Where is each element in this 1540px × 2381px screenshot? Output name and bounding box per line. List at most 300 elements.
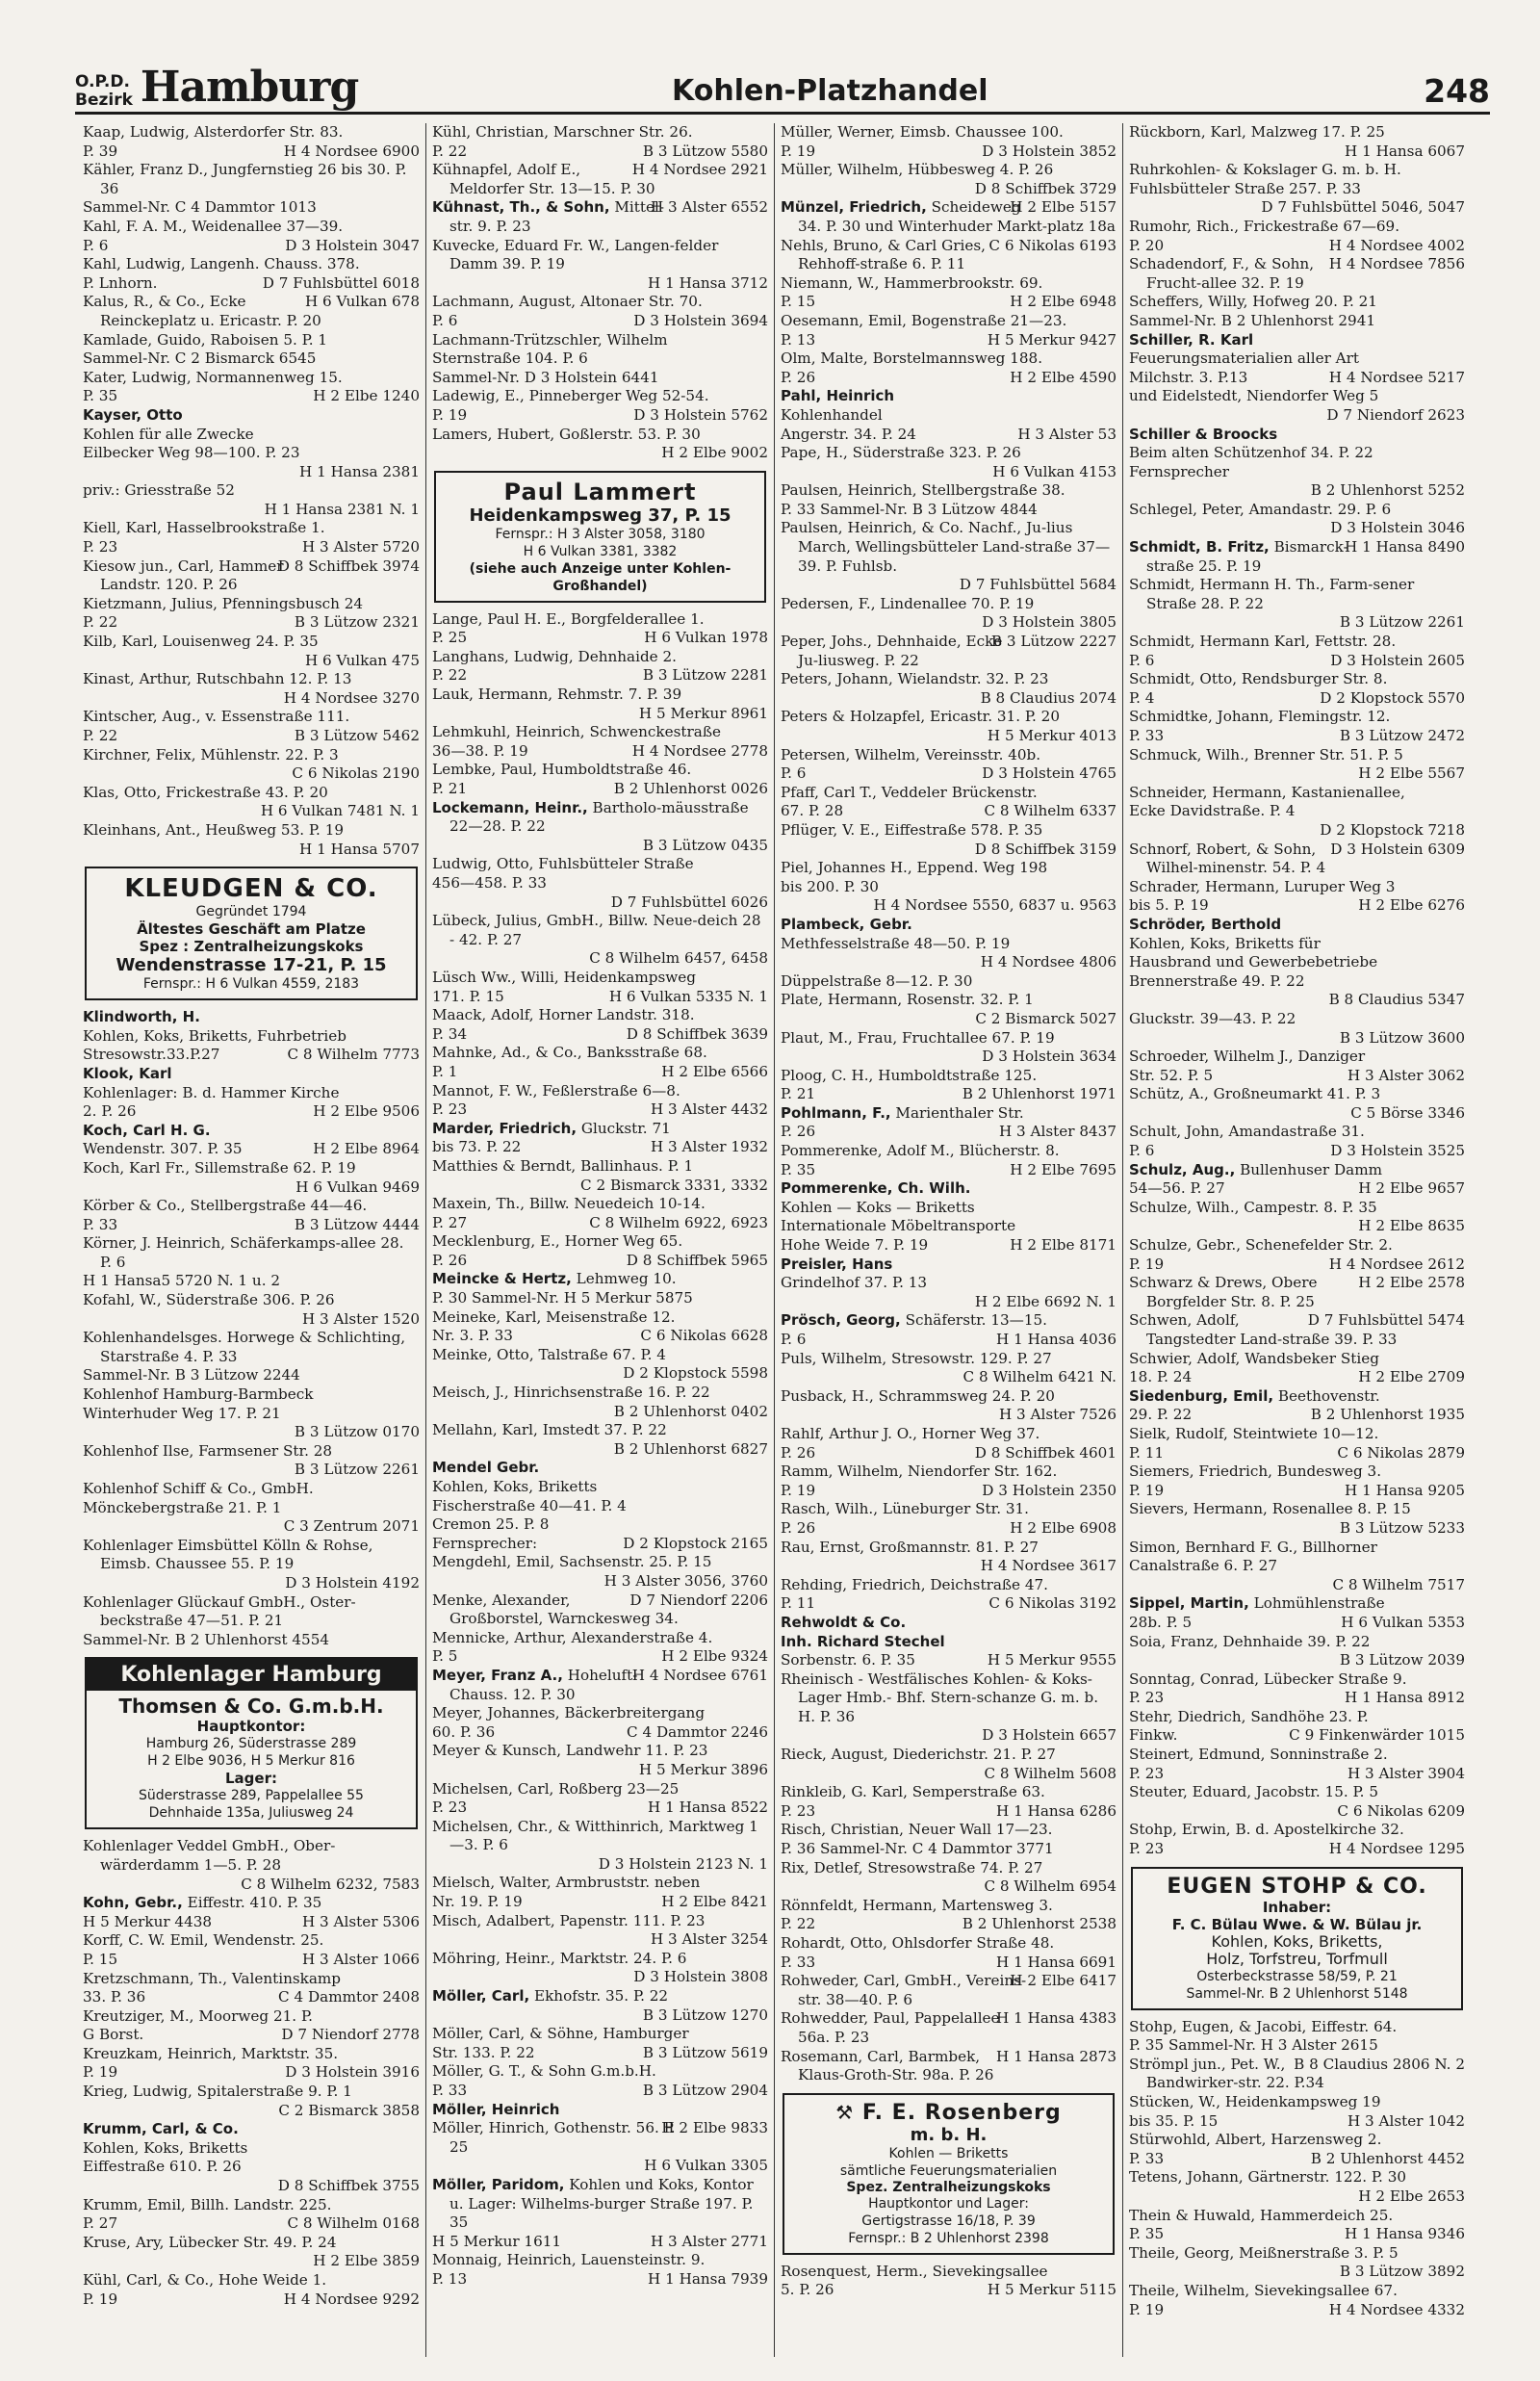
- directory-entry: [432, 2233, 768, 2252]
- firm-name: Meyer, Franz A.,: [432, 1666, 563, 1684]
- entry-text: Maxein, Th., Billw. Neuedeich 10-14.: [432, 1195, 706, 1213]
- entry-text: P. 6: [781, 764, 807, 783]
- directory-entry: [83, 218, 420, 237]
- directory-entry: [781, 576, 1116, 595]
- entry-text: Meineke, Karl, Meisenstraße 12.: [432, 1307, 676, 1326]
- directory-entry: [781, 2281, 1116, 2300]
- entry-text: P. 33: [781, 1953, 816, 1971]
- entry-text: Kohlen und Koks, Kontor u. Lager: Wilhelms-burger Straße 197. P. 35: [449, 2175, 754, 2232]
- phone-number: H 3 Alster 1932: [650, 1138, 768, 1156]
- entry-text: Kohlen — Koks — Briketts: [781, 1198, 975, 1216]
- phone-number: C 6 Nikolas 3192: [988, 1594, 1116, 1613]
- phone-number: C 5 Börse 3346: [1350, 1103, 1465, 1122]
- phone-number: D 3 Holstein 6657: [982, 1726, 1116, 1745]
- phone-number: C 6 Nikolas 6628: [640, 1327, 768, 1345]
- directory-entry: [1129, 821, 1465, 841]
- entry-text: Schwier, Adolf, Wandsbeker Stieg: [1129, 1349, 1379, 1367]
- firm-name: Schulz, Aug.,: [1129, 1160, 1236, 1178]
- phone-number: C 8 Wilhelm 7517: [1332, 1575, 1465, 1593]
- entry-text: Lachmann-Trützschler, Wilhelm: [432, 330, 668, 349]
- directory-entry: [1129, 2301, 1465, 2320]
- directory-entry: [1129, 501, 1465, 520]
- header-left: [75, 65, 358, 110]
- phone-number: D 3 Holstein 5762: [633, 405, 768, 424]
- directory-entry: [781, 463, 1116, 482]
- entry-text: Theile, Wilhelm, Sievekingsallee 67.: [1129, 2281, 1398, 2299]
- entry-text: P. 33: [83, 1215, 118, 1233]
- directory-entry: [83, 1951, 420, 1970]
- directory-entry: [432, 799, 768, 837]
- directory-entry: [781, 746, 1116, 765]
- directory-entry: [432, 1289, 768, 1308]
- directory-entry: [432, 837, 768, 856]
- directory-entry: [83, 274, 420, 294]
- entry-text: Stehr, Diedrich, Sandhöhe 23. P.: [1129, 1707, 1369, 1725]
- entry-text: P. 19: [1129, 1481, 1165, 1499]
- entry-text: bis 200. P. 30: [781, 877, 879, 895]
- directory-entry: [1129, 1029, 1465, 1048]
- directory-entry: [432, 855, 768, 874]
- entry-text: P. 11: [1129, 1443, 1165, 1462]
- entry-text: Wendenstr. 307. P. 35: [83, 1140, 243, 1158]
- directory-entry: [83, 2120, 420, 2139]
- directory-entry: [1129, 1199, 1465, 1218]
- ad-stohp-line1: Kohlen, Koks, Briketts,: [1211, 1931, 1383, 1951]
- directory-entry: [1129, 689, 1465, 709]
- entry-text: 171. P. 15: [432, 987, 504, 1005]
- directory-entry: [781, 1746, 1116, 1765]
- entry-text: Schmidt, Otto, Rendsburger Str. 8.: [1129, 670, 1388, 688]
- directory-entry: [432, 1761, 768, 1780]
- directory-entry: [781, 481, 1116, 501]
- entry-text: Petersen, Wilhelm, Vereinsstr. 40b.: [781, 745, 1041, 763]
- phone-number: H 1 Hansa 6286: [996, 1801, 1116, 1820]
- phone-number: H 5 Merkur 9555: [987, 1651, 1116, 1669]
- entry-text: Kuvecke, Eduard Fr. W., Langen-felder Damm 39. P. 19: [432, 236, 719, 273]
- firm-name: Schiller, R. Karl: [1129, 330, 1254, 349]
- entry-text: 33. P. 36: [83, 1988, 146, 2006]
- phone-number: C 8 Wilhelm 6337: [984, 802, 1116, 820]
- directory-entry: [83, 293, 420, 330]
- directory-entry: [781, 1972, 1116, 2009]
- directory-entry: [1129, 1161, 1465, 1180]
- phone-number: B 2 Uhlenhorst 6827: [613, 1439, 768, 1458]
- ad-lammert-note: (siehe auch Anzeige unter Kohlen-Großhandel): [469, 560, 732, 594]
- directory-entry: [432, 2119, 768, 2157]
- directory-entry: [432, 293, 768, 312]
- phone-number: B 8 Claudius 2074: [980, 688, 1116, 707]
- directory-entry: [1129, 1350, 1465, 1369]
- directory-entry: [781, 1954, 1116, 1973]
- entry-text: Gluckstr. 39—43. P. 22: [1129, 1009, 1296, 1027]
- directory-entry: [781, 896, 1116, 916]
- phone-number: H 2 Elbe 6692 N. 1: [974, 1292, 1116, 1310]
- entry-text: Fernsprecher: [1129, 462, 1230, 480]
- ad-rosenberg-line2: sämtliche Feuerungsmaterialien: [839, 2162, 1058, 2179]
- directory-entry: [781, 1877, 1116, 1897]
- ad-thomsen-addr3: Dehnhaide 135a, Juliusweg 24: [148, 1805, 354, 1822]
- entry-text: P. 19: [83, 2063, 118, 2082]
- directory-entry: [1129, 387, 1465, 406]
- entry-text: P. 35: [781, 1160, 816, 1178]
- directory-entry: [83, 2234, 420, 2253]
- directory-entry: [1129, 2225, 1465, 2244]
- phone-number: H 3 Alster 8437: [998, 1123, 1116, 1141]
- directory-entry: [432, 648, 768, 667]
- entry-text: Kamlade, Guido, Raboisen 5. P. 1: [83, 330, 328, 349]
- phone-number: H 2 Elbe 9506: [313, 1102, 420, 1121]
- phone-number: H 3 Alster 1042: [1347, 2111, 1465, 2130]
- entry-text: Ludwig, Otto, Fuhlsbütteler Straße: [432, 855, 694, 873]
- directory-entry: [83, 2158, 420, 2177]
- directory-entry: [83, 237, 420, 256]
- directory-entry: [432, 1459, 768, 1478]
- directory-entry: [1129, 1462, 1465, 1482]
- entry-text: P. 15: [83, 1950, 118, 1968]
- directory-entry: [1129, 1651, 1465, 1670]
- entry-text: Kahl, F. A. M., Weidenallee 37—39.: [83, 217, 344, 235]
- directory-entry: [781, 1217, 1116, 1236]
- directory-entry: [83, 2102, 420, 2121]
- entry-text: 36—38. P. 19: [432, 741, 528, 760]
- directory-entry: [1129, 1539, 1465, 1558]
- directory-entry: [83, 1593, 420, 1631]
- entry-text: Kohlenhof Ilse, Farmsener Str. 28: [83, 1441, 333, 1460]
- phone-number: B 2 Uhlenhorst 0026: [613, 780, 768, 798]
- directory-entry: [83, 387, 420, 406]
- entry-text: Schult, John, Amandastraße 31.: [1129, 1123, 1365, 1141]
- phone-number: H 3 Alster 3056, 3760: [603, 1571, 768, 1590]
- ad-stohp-line3: Osterbeckstrasse 58/59, P. 21: [1196, 1968, 1398, 1984]
- directory-entry: [781, 1670, 1116, 1727]
- entry-text: Kohlenhandel: [781, 405, 883, 424]
- directory-entry: [781, 142, 1116, 162]
- directory-entry: [1129, 1783, 1465, 1802]
- entry-text: Rix, Detlef, Stresowstraße 74. P. 27: [781, 1858, 1043, 1876]
- entry-text: 54—56. P. 27: [1129, 1179, 1225, 1198]
- directory-entry: [432, 2044, 768, 2063]
- directory-entry: [1129, 1010, 1465, 1029]
- directory-entry: [432, 1082, 768, 1101]
- directory-entry: [83, 595, 420, 614]
- entry-text: Rheinisch - Westfälisches Kohlen- & Koks-Lager Hmb.- Bhf. Stern-schanze G. m. b. H. P. 36: [781, 1669, 1099, 1725]
- directory-entry: [83, 1216, 420, 1235]
- phone-number: H 4 Nordsee 9292: [283, 2290, 420, 2308]
- entry-text: Lange, Paul H. E., Borgfelderallee 1.: [432, 609, 705, 628]
- directory-entry: [781, 1010, 1116, 1029]
- directory-entry: [781, 1067, 1116, 1086]
- entry-text: P. Lnhorn.: [83, 273, 158, 292]
- phone-number: H 6 Vulkan 5335 N. 1: [608, 987, 768, 1005]
- directory-entry: [1129, 802, 1465, 821]
- ad-kleudgen-line2: Spez : Zentralheizungskoks: [139, 938, 364, 956]
- phone-number: H 2 Elbe 5567: [1358, 764, 1465, 783]
- entry-text: Mannot, F. W., Feßlerstraße 6—8.: [432, 1081, 680, 1100]
- entry-text: P. 35: [1129, 2225, 1165, 2243]
- firm-name: Kühnast, Th., & Sohn,: [432, 198, 610, 217]
- page-number: 248: [1424, 72, 1490, 110]
- phone-number: H 2 Elbe 6417: [1010, 1972, 1116, 1990]
- directory-entry: [83, 198, 420, 218]
- entry-text: Nehls, Bruno, & Carl Gries, Rehhoff-straße 6. P. 11: [781, 236, 986, 273]
- entry-text: Kühnapfel, Adolf E., Meldorfer Str. 13—15. P. 30: [432, 161, 655, 197]
- entry-text: Ekhofstr. 35. P. 22: [529, 1987, 669, 2006]
- entry-text: Rosenquest, Herm., Sievekingsallee: [781, 2262, 1048, 2280]
- directory-entry: [1129, 1765, 1465, 1784]
- directory-entry: [83, 1837, 420, 1875]
- phone-number: H 4 Nordsee 6900: [283, 142, 420, 160]
- directory-entry: [781, 1783, 1116, 1802]
- directory-entry: [1129, 1726, 1465, 1746]
- directory-entry: [781, 1444, 1116, 1463]
- directory-entry: [781, 821, 1116, 841]
- entry-text: 60. P. 36: [432, 1722, 496, 1741]
- directory-entry: [83, 708, 420, 727]
- entry-text: Meinke, Otto, Talstraße 67. P. 4: [432, 1345, 666, 1363]
- directory-entry: [1129, 670, 1465, 689]
- phone-number: B 3 Lützow 2039: [1339, 1651, 1465, 1669]
- directory-entry: [83, 406, 420, 426]
- phone-number: D 7 Fuhlsbüttel 6026: [610, 893, 768, 911]
- phone-number: C 8 Wilhelm 6954: [984, 1877, 1116, 1896]
- phone-number: D 2 Klopstock 7218: [1320, 820, 1465, 839]
- entry-text: Kruse, Ary, Lübecker Str. 49. P. 24: [83, 2233, 337, 2251]
- column-2-entries-b: [432, 610, 768, 2290]
- directory-entry: [432, 1308, 768, 1328]
- entry-text: Kilb, Karl, Louisenweg 24. P. 35: [83, 633, 319, 651]
- entry-text: und Eidelstedt, Niendorfer Weg 5: [1129, 387, 1379, 405]
- directory-entry: [781, 859, 1116, 878]
- directory-entry: [432, 1818, 768, 1855]
- directory-entry: [1129, 1067, 1465, 1086]
- entry-text: Winterhuder Weg 17. P. 21: [83, 1404, 281, 1422]
- entry-text: Sammel-Nr. C 2 Bismarck 6545: [83, 349, 317, 368]
- directory-entry: [432, 1535, 768, 1554]
- entry-text: Schneider, Hermann, Kastanienallee,: [1129, 783, 1405, 801]
- phone-number: H 2 Elbe 2709: [1358, 1368, 1465, 1386]
- directory-entry: [83, 1008, 420, 1027]
- entry-text: Rosemann, Carl, Barmbek, Klaus-Groth-Str. 98a. P. 26: [781, 2047, 994, 2084]
- directory-entry: [432, 1780, 768, 1799]
- entry-text: Kleinhans, Ant., Heußweg 53. P. 19: [83, 820, 345, 839]
- entry-text: Plaut, M., Frau, Fruchtallee 67. P. 19: [781, 1028, 1055, 1047]
- pickaxe-icon: ⚒: [835, 2100, 855, 2124]
- directory-entry: [83, 1988, 420, 2007]
- directory-entry: [781, 1897, 1116, 1916]
- entry-text: Stürwohld, Albert, Harzensweg 2.: [1129, 2131, 1382, 2149]
- phone-number: C 4 Dammtor 2246: [627, 1722, 768, 1741]
- phone-number: C 8 Wilhelm 6421 N.: [962, 1368, 1116, 1386]
- entry-text: Kalus, R., & Co., Ecke Reinckeplatz u. Ericastr. P. 20: [83, 293, 321, 329]
- phone-number: H 5 Merkur 4013: [987, 727, 1116, 744]
- firm-name: Pohlmann, F.,: [781, 1103, 891, 1122]
- directory-entry: [781, 1859, 1116, 1878]
- directory-entry: [781, 1594, 1116, 1614]
- phone-number: C 2 Bismarck 3331, 3332: [580, 1176, 768, 1194]
- directory-entry: [1129, 633, 1465, 652]
- directory-entry: [83, 1423, 420, 1442]
- entry-text: H 5 Merkur 4438: [83, 1912, 213, 1930]
- entry-text: Kreutziger, M., Moorweg 21. P.: [83, 2006, 313, 2025]
- directory-entry: [432, 1195, 768, 1214]
- directory-entry: [781, 1161, 1116, 1180]
- directory-entry: [83, 764, 420, 784]
- column-3-entries-b: [781, 2263, 1116, 2300]
- firm-name: Schiller & Broocks: [1129, 425, 1278, 443]
- entry-text: Ecke Davidstraße. P. 4: [1129, 802, 1296, 820]
- directory-entry: [83, 784, 420, 803]
- phone-number: D 7 Niendorf 2206: [629, 1591, 768, 1609]
- entry-text: Möller, Carl, & Söhne, Hamburger: [432, 2025, 689, 2043]
- directory-entry: [432, 1006, 768, 1025]
- entry-text: Sielk, Rudolf, Steintwiete 10—12.: [1129, 1424, 1379, 1442]
- phone-number: H 5 Merkur 3896: [638, 1760, 768, 1778]
- phone-number: H 6 Vulkan 678: [304, 293, 420, 311]
- entry-text: 67. P. 28: [781, 802, 844, 820]
- directory-entry: [1129, 1368, 1465, 1387]
- phone-number: B 8 Claudius 5347: [1328, 991, 1465, 1009]
- phone-number: C 8 Wilhelm 6922, 6923: [589, 1213, 768, 1231]
- directory-entry: [83, 463, 420, 482]
- directory-entry: [1129, 2282, 1465, 2301]
- entry-text: Müller, Wilhelm, Hübbesweg 4. P. 26: [781, 161, 1054, 179]
- directory-entry: [83, 2290, 420, 2310]
- directory-entry: [1129, 1104, 1465, 1124]
- directory-entry: [432, 666, 768, 686]
- phone-number: H 4 Nordsee 2778: [631, 741, 768, 760]
- directory-entry: [432, 1799, 768, 1818]
- phone-number: C 6 Nikolas 6193: [988, 236, 1116, 254]
- directory-entry: [781, 312, 1116, 331]
- entry-text: P. 6: [1129, 651, 1155, 669]
- directory-entry: [781, 1614, 1116, 1633]
- listing-columns: [77, 123, 1492, 2357]
- firm-name: Schmidt, B. Fritz,: [1129, 538, 1270, 556]
- ad-kleudgen-phone: Fernspr.: H 6 Vulkan 4559, 2183: [142, 976, 360, 993]
- directory-entry: [781, 727, 1116, 746]
- entry-text: Sammel-Nr. B 2 Uhlenhorst 2941: [1129, 311, 1376, 329]
- directory-entry: [83, 426, 420, 445]
- directory-entry: [781, 237, 1116, 274]
- phone-number: D 7 Fuhlsbüttel 5474: [1307, 1311, 1465, 1330]
- phone-number: H 5 Merkur 8961: [638, 704, 768, 722]
- directory-entry: [432, 1421, 768, 1440]
- entry-text: Pflüger, V. E., Eiffestraße 578. P. 35: [781, 820, 1043, 839]
- phone-number: B 3 Lützow 3892: [1339, 2263, 1465, 2281]
- directory-entry: [1129, 312, 1465, 331]
- entry-text: Str. 133. P. 22: [432, 2043, 535, 2061]
- phone-number: H 3 Alster 3062: [1347, 1066, 1465, 1084]
- firm-name: Schröder, Berthold: [1129, 915, 1282, 933]
- entry-text: P. 5: [432, 1647, 458, 1666]
- phone-number: D 8 Schiffbek 3974: [277, 556, 420, 575]
- entry-text: Scheffers, Willy, Hofweg 20. P. 21: [1129, 293, 1377, 311]
- entry-text: Meisch, J., Hinrichsenstraße 16. P. 22: [432, 1384, 710, 1402]
- directory-entry: [1129, 1142, 1465, 1161]
- entry-text: Möller, Hinrich, Gothenstr. 56. P. 25: [432, 2119, 676, 2156]
- directory-entry: [781, 1765, 1116, 1784]
- entry-text: Kinast, Arthur, Rutschbahn 12. P. 13: [83, 670, 352, 688]
- entry-text: H 1 Hansa5 5720 N. 1 u. 2: [83, 1272, 281, 1290]
- directory-entry: [432, 761, 768, 780]
- phone-number: H 6 Vulkan 9469: [295, 1178, 420, 1196]
- directory-entry: [1129, 2244, 1465, 2264]
- directory-entry: [432, 1592, 768, 1629]
- entry-text: Schrader, Hermann, Luruper Weg 3: [1129, 877, 1396, 895]
- phone-number: H 4 Nordsee 5550, 6837 u. 9563: [873, 896, 1116, 915]
- directory-entry: [83, 670, 420, 689]
- directory-entry: [781, 1557, 1116, 1576]
- entry-text: Risch, Christian, Neuer Wall 17—23.: [781, 1821, 1053, 1839]
- directory-entry: [1129, 369, 1465, 388]
- directory-entry: [83, 689, 420, 709]
- entry-text: Theile, Georg, Meißnerstraße 3. P. 5: [1129, 2243, 1399, 2262]
- phone-number: D 2 Klopstock 5570: [1320, 688, 1465, 707]
- entry-text: P. 23: [781, 1801, 816, 1820]
- entry-text: Pommerenke, Adolf M., Blücherstr. 8.: [781, 1142, 1060, 1160]
- entry-text: Sammel-Nr. C 4 Dammtor 1013: [83, 198, 317, 217]
- phone-number: D 3 Holstein 4765: [982, 764, 1116, 783]
- firm-name: Rehwoldt & Co.: [781, 1613, 907, 1631]
- phone-number: D 3 Holstein 3046: [1330, 519, 1465, 537]
- entry-text: Schwarz & Drews, Obere Borgfelder Str. 8. P. 25: [1129, 1274, 1318, 1310]
- phone-number: B 3 Lützow 3600: [1339, 1028, 1465, 1047]
- entry-text: Nr. 19. P. 19: [432, 1893, 523, 1911]
- directory-entry: [432, 1232, 768, 1252]
- directory-entry: [83, 613, 420, 633]
- phone-number: H 3 Alster 53: [1017, 425, 1116, 443]
- entry-text: Kietzmann, Julius, Pfenningsbusch 24: [83, 594, 364, 612]
- entry-text: Lohmühlenstraße: [1248, 1594, 1385, 1613]
- entry-text: P. 21: [432, 780, 468, 798]
- entry-text: Methfesselstraße 48—50. P. 19: [781, 934, 1011, 952]
- directory-entry: [1129, 2018, 1465, 2037]
- entry-text: 5. P. 26: [781, 2281, 834, 2299]
- directory-entry: [432, 1327, 768, 1346]
- ad-kleudgen-name: KLEUDGEN & CO.: [124, 874, 378, 904]
- firm-name: Krumm, Carl, & Co.: [83, 2120, 239, 2138]
- column-4-entries-b: [1129, 2018, 1465, 2320]
- entry-text: Paulsen, Heinrich, & Co. Nachf., Ju-lius March, Wellingsbütteler Land-straße 37—39. P. Fuhlsb.: [781, 519, 1111, 575]
- directory-entry: [432, 198, 768, 236]
- entry-text: Sorbenstr. 6. P. 35: [781, 1651, 915, 1669]
- directory-entry: [83, 1366, 420, 1385]
- phone-number: D 8 Schiffbek 3755: [277, 2177, 420, 2195]
- phone-number: C 6 Nikolas 2190: [292, 764, 420, 783]
- firm-name: Kayser, Otto: [83, 405, 183, 424]
- directory-entry: [83, 1197, 420, 1216]
- entry-text: Steuter, Eduard, Jacobstr. 15. P. 5: [1129, 1783, 1378, 1801]
- directory-entry: [781, 670, 1116, 689]
- directory-entry: [781, 1104, 1116, 1124]
- entry-text: Schnorf, Robert, & Sohn, Wilhel-minenstr. 54. P. 4: [1129, 840, 1326, 877]
- entry-text: Kohlenhandelsges. Horwege & Schlichting, Starstraße 4. P. 33: [83, 1329, 406, 1365]
- directory-entry: [1129, 1802, 1465, 1822]
- phone-number: D 3 Holstein 4192: [285, 1573, 420, 1592]
- directory-entry: [83, 557, 420, 595]
- directory-entry: [432, 723, 768, 742]
- directory-entry: [83, 161, 420, 198]
- entry-text: Maack, Adolf, Horner Landstr. 318.: [432, 1006, 695, 1024]
- directory-entry: [1129, 1519, 1465, 1539]
- column-3-entries-a: [781, 123, 1116, 2085]
- ad-stohp-name: EUGEN STOHP & CO.: [1167, 1874, 1427, 1899]
- entry-text: bis 35. P. 15: [1129, 2111, 1219, 2130]
- directory-entry: [1129, 293, 1465, 312]
- entry-text: Canalstraße 6. P. 27: [1129, 1557, 1277, 1575]
- directory-entry: [83, 1291, 420, 1310]
- directory-entry: [432, 1120, 768, 1139]
